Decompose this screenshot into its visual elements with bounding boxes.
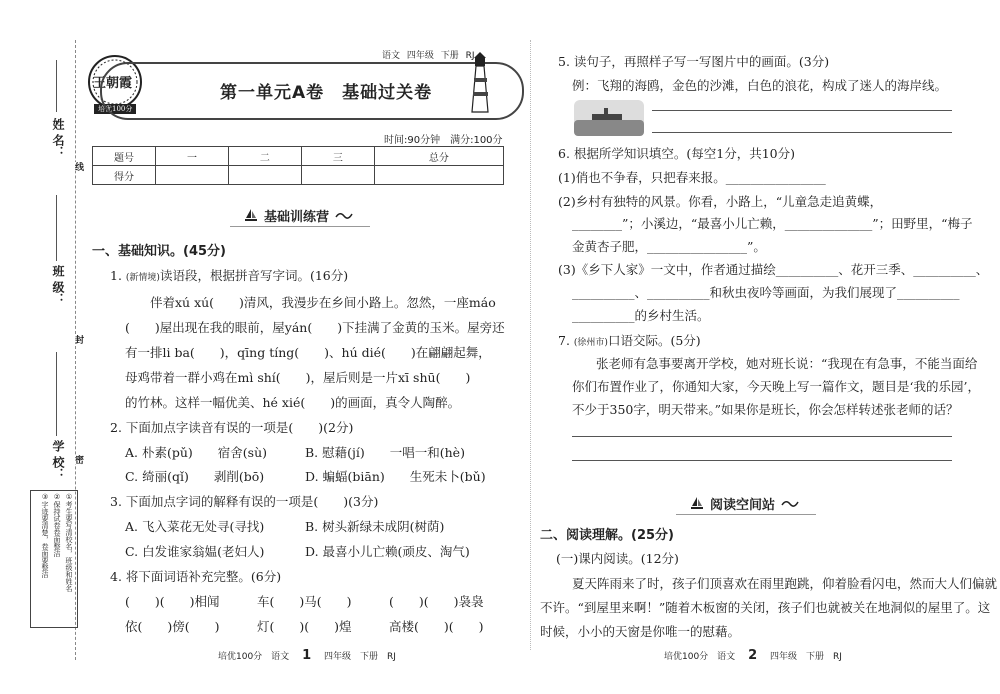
score-input-cell[interactable] (228, 166, 301, 185)
answer-line[interactable] (652, 110, 952, 111)
section-banner-label: 基础训练营 (264, 209, 330, 225)
footer-brand: 培优100分 语文 (218, 652, 290, 662)
reading-line: 不许。“到屋里来啊！”随着木板窗的关闭，孩子们也就被关在地洞似的屋里了。这 (540, 600, 991, 615)
q2-option[interactable]: B. 慰藉(jí) 一唱一和(hè) (305, 445, 465, 460)
q1-heading: 1. (新情境)读语段，根据拼音写字词。(16分) (110, 268, 349, 283)
q1-line: 母鸡带着一群小鸡在mì shí( )，屋后则是一片xī shū( ) (125, 370, 471, 385)
score-input-cell[interactable] (156, 166, 229, 185)
class-blank[interactable] (56, 195, 57, 261)
footer-grade: 四年级 下册 RJ (769, 652, 842, 662)
score-cell: 二 (228, 147, 301, 166)
q7-heading: 7. (徐州市)口语交际。(5分) (558, 333, 701, 348)
q2-option[interactable]: A. 朴素(pǔ) 宿舍(sù) (125, 445, 267, 460)
name-label: 姓 名： (51, 118, 65, 159)
wave-icon (781, 499, 799, 507)
q4-line: ( )( )相闻 车( )马( ) ( )( )袅袅 (125, 594, 484, 609)
part1-title: 一、基础知识。(45分) (92, 244, 226, 259)
reading-line: 时候，小小的天窗是你唯一的慰藉。 (540, 624, 741, 639)
q3-option[interactable]: D. 最喜小儿亡赖(顽皮、淘气) (305, 544, 470, 559)
score-cell: 题号 (93, 147, 156, 166)
score-table (92, 146, 504, 185)
grade-line: 语文 四年级 下册 RJ (382, 51, 475, 61)
q5-heading: 5. 读句子，再照样子写一写图片中的画面。(3分) (558, 54, 830, 69)
q3-heading: 3. 下面加点字词的解释有误的一项是( )(3分) (110, 494, 379, 509)
score-cell: 总分 (374, 147, 503, 166)
cut-mark-dense: 密 (73, 455, 83, 464)
score-cell: 得分 (93, 166, 156, 185)
q1-line: 伴着xú xú( )清风，我漫步在乡间小路上。忽然，一座máo (150, 295, 496, 310)
score-table-score-row (93, 166, 504, 185)
rule-3: ③字迹要清楚，卷面要整洁 (41, 493, 49, 578)
q4-line: 依( )傍( ) 灯( )( )煌 高楼( )( ) (125, 619, 484, 634)
wave-icon (335, 211, 353, 219)
q6-line: __________的乡村生活。 (572, 308, 710, 323)
footer-left (218, 648, 396, 663)
q1-tag: (新情境) (125, 273, 160, 283)
footer-brand: 培优100分 语文 (664, 652, 736, 662)
section-banner-label: 阅读空间站 (710, 497, 776, 513)
sailboat-icon (244, 208, 258, 222)
q3-option[interactable]: B. 树头新绿未成阴(树荫) (305, 519, 445, 534)
section-underline (676, 514, 816, 515)
q7-tag: (徐州市) (573, 338, 608, 348)
q7-line: 你们布置作业了，你通知大家，今天晚上写一篇作文，题目是‘我的乐园’， (572, 379, 980, 394)
section-underline (230, 226, 370, 227)
reading-line: 夏天阵雨来了时，孩子们顶喜欢在雨里跑跳，仰着脸看闪电，然而大人们偏就 (572, 576, 998, 591)
cut-mark-seal: 封 (73, 335, 83, 344)
answer-line[interactable] (572, 460, 952, 461)
logo-text: 王朝霞 (93, 76, 133, 91)
q1-heading-text: 读语段，根据拼音写字词。(16分) (159, 268, 349, 283)
q1-line: ( )屋出现在我的眼前，屋yán( )下挂满了金黄的玉米。屋旁还 (125, 320, 505, 335)
answer-line[interactable] (572, 436, 952, 437)
seascape-image (574, 100, 644, 136)
q6-line: (1)俏也不争春，只把春来报。________________ (558, 170, 826, 185)
score-table-header-row (93, 147, 504, 166)
score-cell: 一 (156, 147, 229, 166)
exam-rules-box (30, 490, 78, 628)
q6-heading: 6. 根据所学知识填空。(每空1分，共10分) (558, 146, 796, 161)
logo-sub: 培优100分 (98, 105, 133, 113)
school-blank[interactable] (56, 352, 57, 436)
rule-2: ②保持试卷卷面整洁 (53, 493, 61, 557)
q5-example: 例：飞翔的海鸥，金色的沙滩，白色的浪花，构成了迷人的海岸线。 (572, 78, 948, 93)
section-banner-basic (244, 206, 353, 224)
name-blank[interactable] (56, 60, 57, 112)
score-input-cell[interactable] (301, 166, 374, 185)
page-gutter (530, 40, 531, 650)
q1-line: 有一排li ba( )，qīng tíng( )、hú dié( )在翩翩起舞， (125, 345, 491, 360)
score-input-cell[interactable] (374, 166, 503, 185)
page-number: 2 (748, 648, 758, 663)
q6-line: 金黄杏子肥，________________”。 (572, 239, 766, 254)
section-banner-reading (690, 494, 799, 512)
q7-heading-text: 口语交际。(5分) (607, 333, 701, 348)
footer-grade: 四年级 下册 RJ (323, 652, 396, 662)
reading-subtitle: (一)课内阅读。(12分) (556, 551, 679, 566)
q4-heading: 4. 将下面词语补充完整。(6分) (110, 569, 282, 584)
part2-title: 二、阅读理解。(25分) (540, 528, 674, 543)
q3-option[interactable]: C. 白发谁家翁媪(老妇人) (125, 544, 265, 559)
q2-option[interactable]: C. 绮丽(qǐ) 剥削(bō) (125, 469, 265, 484)
q3-option[interactable]: A. 飞入菜花无处寻(寻找) (125, 519, 265, 534)
lighthouse-icon (466, 52, 494, 120)
page-number: 1 (302, 648, 312, 663)
answer-line[interactable] (652, 132, 952, 133)
score-cell: 三 (301, 147, 374, 166)
cut-mark-line: 线 (73, 162, 83, 171)
page-title: 第一单元A卷 基础过关卷 (220, 83, 433, 103)
q6-line: (2)乡村有独特的风景。你看，小路上，“儿童急走追黄蝶， (558, 194, 883, 209)
rule-1: ①考生要写清校名，班级和姓名 (65, 493, 73, 592)
q2-option[interactable]: D. 蝙蝠(biān) 生死未卜(bǔ) (305, 469, 486, 484)
q1-line: 的竹林。这样一幅优美、hé xié( )的画面，真令人陶醉。 (125, 395, 461, 410)
q7-line: 张老师有急事要离开学校，她对班长说：“我现在有急事，不能当面给 (596, 356, 978, 371)
footer-right (664, 648, 842, 663)
q6-line: (3)《乡下人家》一文中，作者通过描绘__________、花开三季、__________、 (558, 262, 989, 277)
q6-line: __________、__________和秋虫夜吟等画面，为我们展现了__________ (572, 285, 960, 300)
q2-heading: 2. 下面加点字读音有误的一项是( )(2分) (110, 420, 354, 435)
sailboat-icon (690, 496, 704, 510)
class-label: 班 级： (51, 265, 65, 306)
time-info: 时间:90分钟 满分:100分 (384, 135, 503, 146)
q6-line: ________”；小溪边，“最喜小儿亡赖，______________”；田野里，“梅子 (572, 216, 973, 231)
school-label: 学 校： (51, 440, 65, 481)
q7-line: 不少于350字，明天带来。”如果你是班长，你会怎样转述张老师的话？ (572, 402, 959, 417)
